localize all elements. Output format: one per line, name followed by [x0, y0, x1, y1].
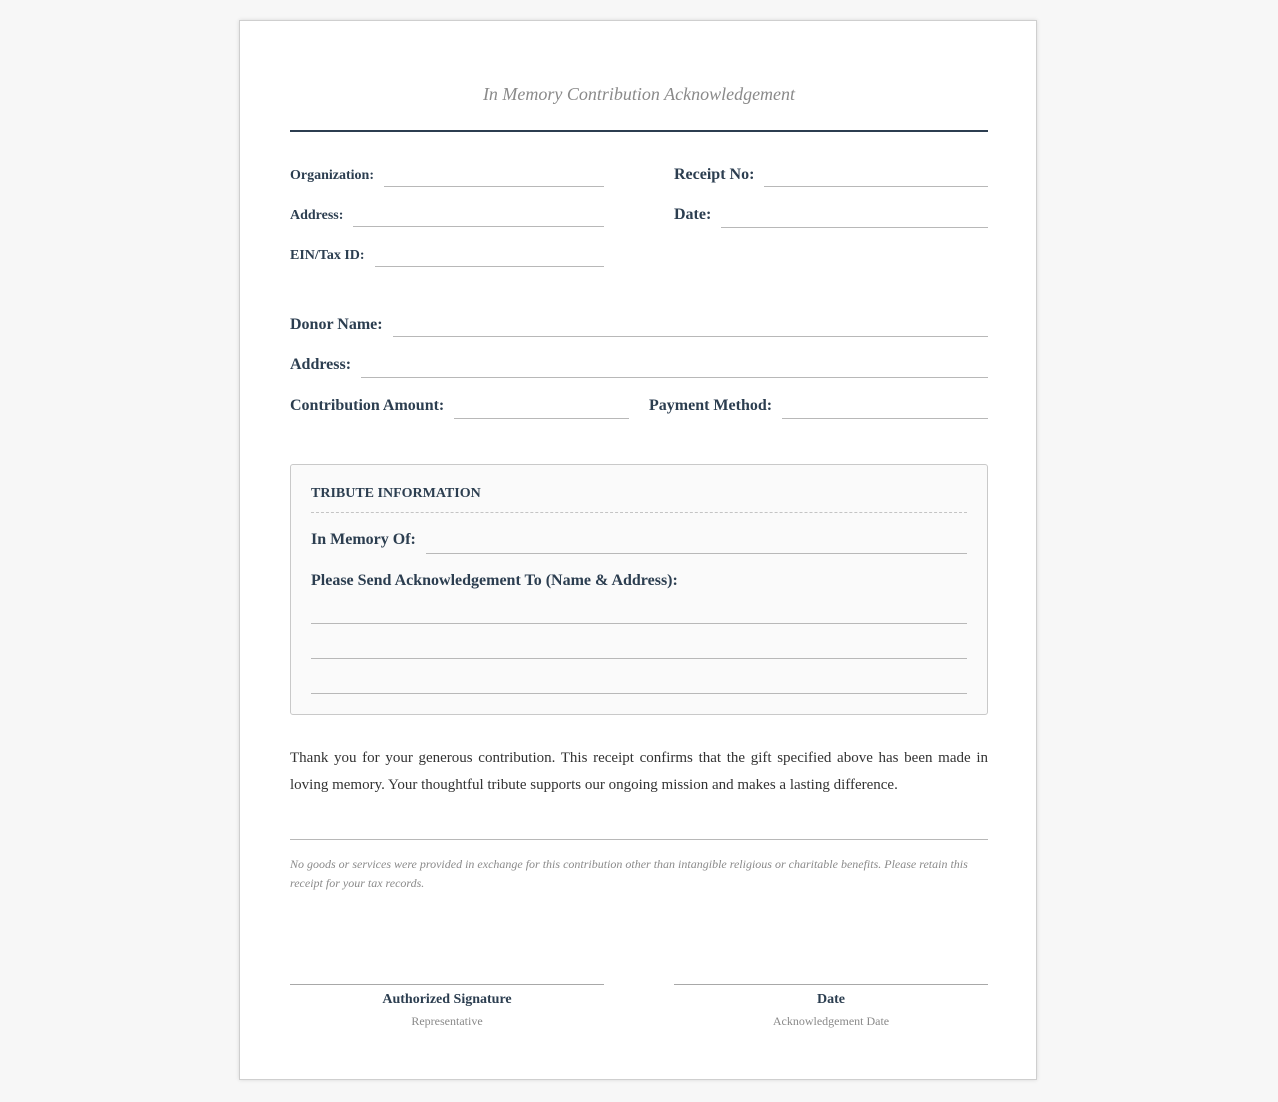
organization-field[interactable]	[384, 186, 604, 187]
authorized-signature-line[interactable]	[290, 984, 604, 985]
acknowledgement-date-line[interactable]	[674, 984, 988, 985]
send-to-line-3[interactable]	[311, 693, 967, 694]
tax-disclaimer: No goods or services were provided in exchange for this contribution other than intangible religious or charitable benefits. Please retain this receipt for your tax records.	[290, 857, 968, 890]
date-label: Date:	[674, 206, 712, 223]
send-acknowledgement-label: Please Send Acknowledgement To (Name & Address):	[311, 572, 678, 589]
receipt-no-label: Receipt No:	[674, 166, 755, 183]
payment-method-label: Payment Method:	[649, 397, 773, 414]
message-divider	[290, 839, 988, 840]
tribute-heading: TRIBUTE INFORMATION	[311, 486, 481, 501]
donor-name-label: Donor Name:	[290, 316, 383, 333]
donor-name-field[interactable]	[393, 336, 988, 337]
acknowledgement-date-title: Date	[817, 992, 845, 1007]
payment-method-field[interactable]	[782, 418, 988, 419]
tribute-section	[290, 464, 988, 715]
title-divider	[290, 130, 988, 132]
send-to-line-1[interactable]	[311, 623, 967, 624]
thank-you-message: Thank you for your generous contribution. This receipt confirms that the gift specified above has been made in loving memory. Your thoughtful tribute supports our ongoing mission and makes a lasting difference.	[290, 750, 988, 793]
organization-label: Organization:	[290, 168, 374, 183]
ein-label: EIN/Tax ID:	[290, 248, 365, 263]
contribution-amount-label: Contribution Amount:	[290, 397, 445, 414]
donor-address-label: Address:	[290, 356, 352, 373]
org-address-field[interactable]	[353, 226, 604, 227]
in-memory-of-label: In Memory Of:	[311, 531, 416, 548]
tribute-divider	[311, 512, 967, 513]
org-address-label: Address:	[290, 208, 344, 223]
donor-address-field[interactable]	[361, 377, 988, 378]
receipt-no-field[interactable]	[764, 186, 988, 187]
contribution-amount-field[interactable]	[454, 418, 629, 419]
in-memory-of-field[interactable]	[426, 553, 967, 554]
authorized-signature-title: Authorized Signature	[382, 992, 512, 1007]
ein-field[interactable]	[375, 266, 604, 267]
date-field[interactable]	[721, 227, 988, 228]
send-to-line-2[interactable]	[311, 658, 967, 659]
authorized-signature-caption: Representative	[411, 1014, 483, 1028]
receipt-page	[239, 20, 1037, 1080]
document-title: In Memory Contribution Acknowledgement	[482, 84, 796, 104]
acknowledgement-date-caption: Acknowledgement Date	[772, 1014, 890, 1028]
